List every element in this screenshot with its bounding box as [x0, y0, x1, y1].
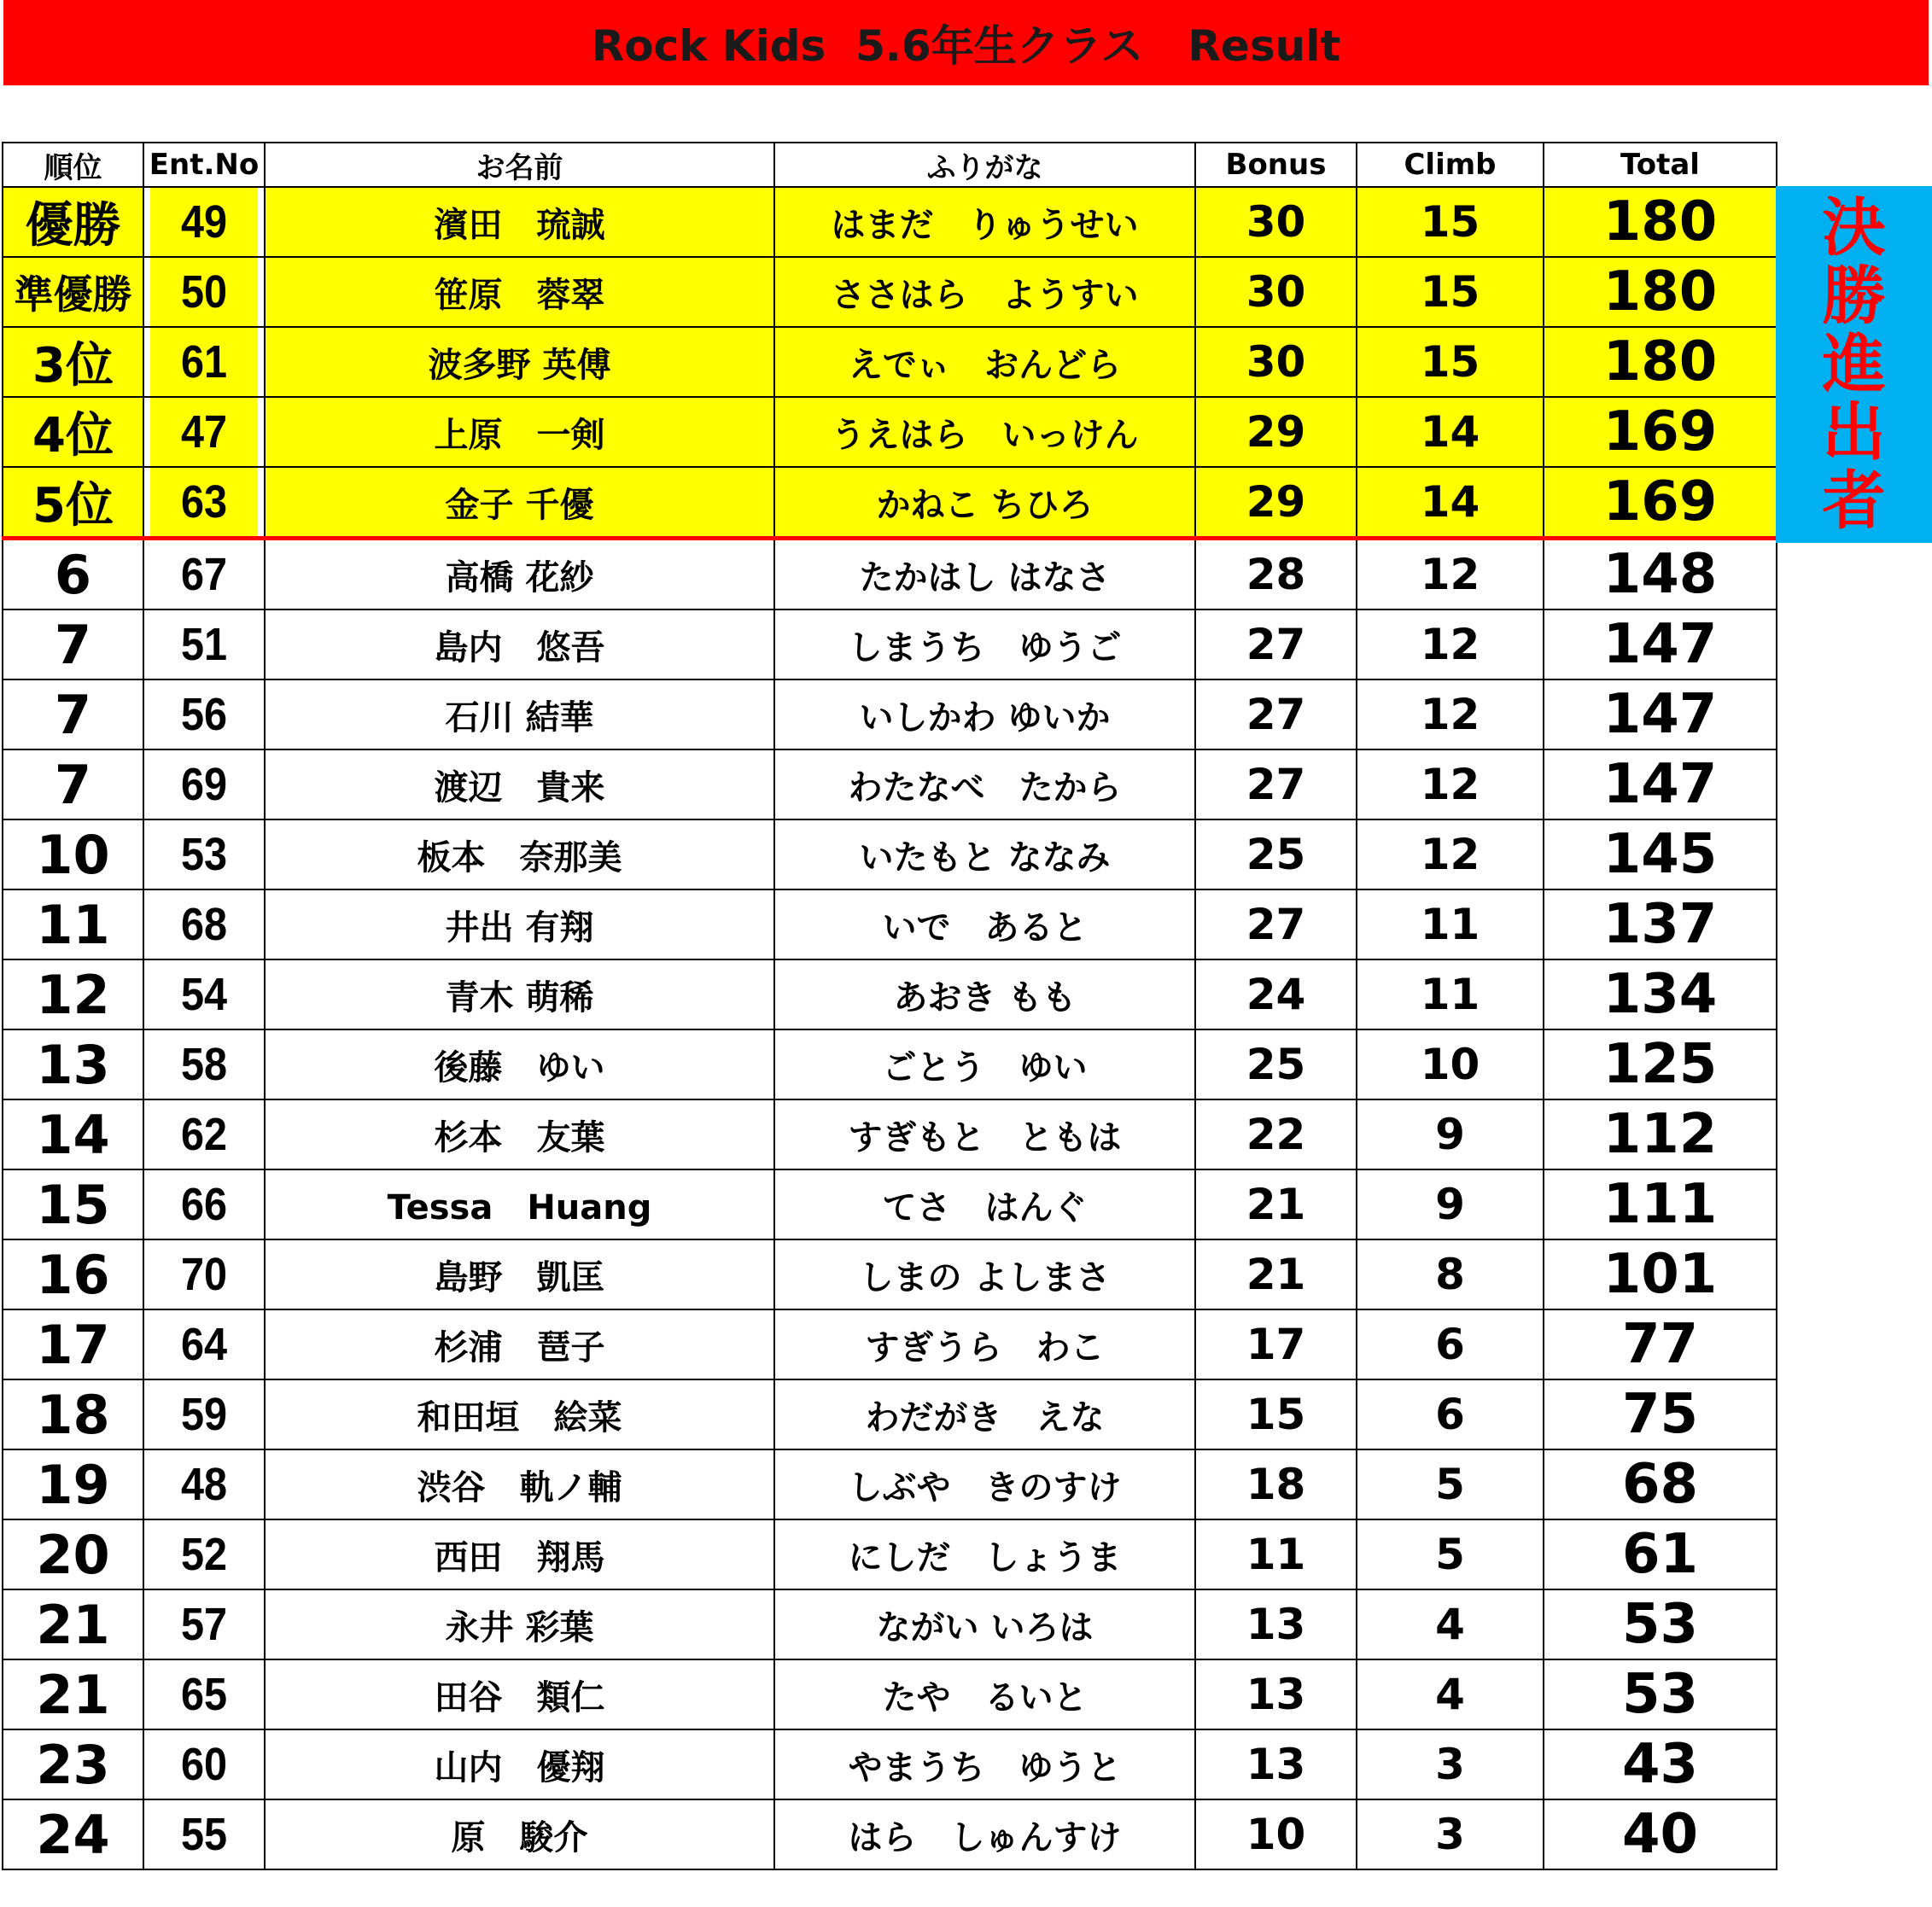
cell-rank: 20 — [3, 1519, 143, 1589]
cell-rank: 14 — [3, 1099, 143, 1169]
cell-bonus: 27 — [1195, 609, 1357, 679]
cell-entno: 64 — [149, 1309, 259, 1379]
cell-name: 島内 悠吾 — [265, 609, 774, 679]
cell-bonus: 21 — [1195, 1169, 1357, 1239]
cell-total: 61 — [1544, 1519, 1777, 1589]
table-row — [3, 327, 1777, 397]
cell-bonus: 17 — [1195, 1309, 1357, 1379]
cell-bonus: 25 — [1195, 1029, 1357, 1099]
cell-rank: 7 — [3, 679, 143, 749]
cell-kana: いたもと ななみ — [774, 819, 1195, 889]
cell-kana: かねこ ちひろ — [774, 467, 1195, 539]
table-row — [3, 1589, 1777, 1659]
cell-bonus: 29 — [1195, 397, 1357, 467]
cell-bonus: 29 — [1195, 467, 1357, 539]
cell-climb: 8 — [1357, 1239, 1544, 1309]
table-row — [3, 1169, 1777, 1239]
cell-climb: 11 — [1357, 959, 1544, 1029]
header-rank: 順位 — [3, 143, 143, 187]
cell-entno: 55 — [149, 1799, 259, 1869]
cell-rank: 18 — [3, 1379, 143, 1449]
cell-bonus: 21 — [1195, 1239, 1357, 1309]
cell-climb: 6 — [1357, 1379, 1544, 1449]
cell-name: 渋谷 軌ノ輔 — [265, 1449, 774, 1519]
cell-kana: しぶや きのすけ — [774, 1449, 1195, 1519]
cell-name: 石川 結華 — [265, 679, 774, 749]
cell-bonus: 11 — [1195, 1519, 1357, 1589]
cell-total: 75 — [1544, 1379, 1777, 1449]
cell-kana: しまうち ゆうご — [774, 609, 1195, 679]
cell-rank: 10 — [3, 819, 143, 889]
cell-climb: 15 — [1357, 187, 1544, 257]
results-table — [2, 142, 1777, 1870]
cell-rank: 23 — [3, 1729, 143, 1799]
page-title: Rock Kids 5.6年生クラス Result — [3, 0, 1929, 85]
cell-kana: いしかわ ゆいか — [774, 679, 1195, 749]
cell-total: 145 — [1544, 819, 1777, 889]
cell-total: 180 — [1544, 257, 1777, 327]
cell-kana: わだがき えな — [774, 1379, 1195, 1449]
cell-total: 53 — [1544, 1659, 1777, 1729]
cell-rank: 16 — [3, 1239, 143, 1309]
table-row — [3, 749, 1777, 819]
table-row — [3, 397, 1777, 467]
cell-bonus: 27 — [1195, 889, 1357, 959]
header-bonus: Bonus — [1195, 143, 1357, 187]
table-row — [3, 539, 1777, 610]
cell-kana: はまだ りゅうせい — [774, 187, 1195, 257]
cell-bonus: 13 — [1195, 1659, 1357, 1729]
cell-rank: 準優勝 — [3, 257, 143, 327]
cell-climb: 10 — [1357, 1029, 1544, 1099]
cell-entno: 52 — [149, 1519, 259, 1589]
table-row — [3, 1029, 1777, 1099]
cell-name: 西田 翔馬 — [265, 1519, 774, 1589]
cell-name: 波多野 英傅 — [265, 327, 774, 397]
cell-name: 板本 奈那美 — [265, 819, 774, 889]
cell-entno: 68 — [149, 889, 259, 959]
finalist-label-char: 出 — [1822, 396, 1886, 469]
cell-total: 112 — [1544, 1099, 1777, 1169]
cell-climb: 9 — [1357, 1169, 1544, 1239]
cell-total: 147 — [1544, 609, 1777, 679]
cell-entno: 66 — [149, 1169, 259, 1239]
cell-entno: 58 — [149, 1029, 259, 1099]
cell-climb: 3 — [1357, 1729, 1544, 1799]
cell-climb: 15 — [1357, 257, 1544, 327]
cell-kana: ながい いろは — [774, 1589, 1195, 1659]
cell-climb: 4 — [1357, 1659, 1544, 1729]
finalist-label — [1776, 186, 1932, 543]
cell-kana: ささはら ようすい — [774, 257, 1195, 327]
cell-climb: 15 — [1357, 327, 1544, 397]
cell-kana: うえはら いっけん — [774, 397, 1195, 467]
cell-name: 杉浦 琶子 — [265, 1309, 774, 1379]
table-row — [3, 467, 1777, 539]
cell-name: 金子 千優 — [265, 467, 774, 539]
table-row — [3, 1659, 1777, 1729]
table-row — [3, 187, 1777, 257]
table-row — [3, 889, 1777, 959]
header-climb: Climb — [1357, 143, 1544, 187]
results-body — [3, 187, 1777, 1869]
cell-climb: 6 — [1357, 1309, 1544, 1379]
cell-rank: 7 — [3, 609, 143, 679]
cell-bonus: 30 — [1195, 327, 1357, 397]
cell-bonus: 15 — [1195, 1379, 1357, 1449]
cell-rank: 15 — [3, 1169, 143, 1239]
cell-kana: えでぃ おんどら — [774, 327, 1195, 397]
cell-total: 180 — [1544, 327, 1777, 397]
header-kana: ふりがな — [774, 143, 1195, 187]
cell-rank: 19 — [3, 1449, 143, 1519]
cell-rank: 5位 — [3, 467, 143, 539]
finalist-label-char: 勝 — [1822, 260, 1886, 333]
cell-name: 永井 彩葉 — [265, 1589, 774, 1659]
cell-kana: すぎうら わこ — [774, 1309, 1195, 1379]
cell-entno: 50 — [149, 257, 259, 327]
table-row — [3, 1239, 1777, 1309]
cell-bonus: 18 — [1195, 1449, 1357, 1519]
cell-kana: てさ はんぐ — [774, 1169, 1195, 1239]
cell-climb: 12 — [1357, 609, 1544, 679]
cell-bonus: 10 — [1195, 1799, 1357, 1869]
cell-total: 180 — [1544, 187, 1777, 257]
cell-total: 134 — [1544, 959, 1777, 1029]
cell-total: 148 — [1544, 539, 1777, 610]
cell-entno: 70 — [149, 1239, 259, 1309]
cell-climb: 11 — [1357, 889, 1544, 959]
cell-entno: 49 — [149, 187, 259, 257]
cell-kana: はら しゅんすけ — [774, 1799, 1195, 1869]
table-row — [3, 1309, 1777, 1379]
cell-rank: 優勝 — [3, 187, 143, 257]
cell-climb: 3 — [1357, 1799, 1544, 1869]
cell-rank: 6 — [3, 539, 143, 610]
cell-bonus: 27 — [1195, 749, 1357, 819]
cell-total: 111 — [1544, 1169, 1777, 1239]
cell-kana: ごとう ゆい — [774, 1029, 1195, 1099]
cell-kana: すぎもと ともは — [774, 1099, 1195, 1169]
cell-name: 濱田 琉誠 — [265, 187, 774, 257]
cell-climb: 4 — [1357, 1589, 1544, 1659]
cell-kana: やまうち ゆうと — [774, 1729, 1195, 1799]
cell-rank: 21 — [3, 1589, 143, 1659]
header-name: お名前 — [265, 143, 774, 187]
cell-bonus: 25 — [1195, 819, 1357, 889]
cell-kana: いで あると — [774, 889, 1195, 959]
cell-total: 68 — [1544, 1449, 1777, 1519]
cell-name: 山内 優翔 — [265, 1729, 774, 1799]
cell-name: Tessa Huang — [265, 1169, 774, 1239]
cell-entno: 59 — [149, 1379, 259, 1449]
cell-climb: 9 — [1357, 1099, 1544, 1169]
table-row — [3, 1449, 1777, 1519]
finalist-label-char: 者 — [1822, 464, 1886, 538]
cell-entno: 60 — [149, 1729, 259, 1799]
cell-entno: 65 — [149, 1659, 259, 1729]
cell-total: 40 — [1544, 1799, 1777, 1869]
cell-total: 77 — [1544, 1309, 1777, 1379]
cell-rank: 24 — [3, 1799, 143, 1869]
table-row — [3, 1099, 1777, 1169]
header-total: Total — [1544, 143, 1777, 187]
cell-name: 高橋 花紗 — [265, 539, 774, 610]
cell-name: 島野 凱匡 — [265, 1239, 774, 1309]
cell-climb: 14 — [1357, 467, 1544, 539]
table-row — [3, 1379, 1777, 1449]
cell-climb: 12 — [1357, 749, 1544, 819]
finalist-label-char: 進 — [1822, 328, 1886, 401]
cell-entno: 53 — [149, 819, 259, 889]
table-row — [3, 819, 1777, 889]
cell-kana: しまの よしまさ — [774, 1239, 1195, 1309]
cell-total: 125 — [1544, 1029, 1777, 1099]
cell-name: 原 駿介 — [265, 1799, 774, 1869]
table-row — [3, 1799, 1777, 1869]
cell-bonus: 30 — [1195, 257, 1357, 327]
cell-bonus: 30 — [1195, 187, 1357, 257]
cell-rank: 17 — [3, 1309, 143, 1379]
cell-name: 渡辺 貴来 — [265, 749, 774, 819]
header-entno: Ent.No — [143, 143, 265, 187]
cell-rank: 21 — [3, 1659, 143, 1729]
cell-climb: 12 — [1357, 539, 1544, 610]
cell-name: 田谷 類仁 — [265, 1659, 774, 1729]
cell-kana: にしだ しょうま — [774, 1519, 1195, 1589]
cell-kana: わたなべ たから — [774, 749, 1195, 819]
cell-climb: 14 — [1357, 397, 1544, 467]
cell-total: 147 — [1544, 679, 1777, 749]
cell-entno: 47 — [149, 397, 259, 467]
cell-bonus: 27 — [1195, 679, 1357, 749]
cell-bonus: 24 — [1195, 959, 1357, 1029]
cell-climb: 5 — [1357, 1519, 1544, 1589]
cell-name: 和田垣 絵菜 — [265, 1379, 774, 1449]
cell-bonus: 22 — [1195, 1099, 1357, 1169]
cell-bonus: 13 — [1195, 1729, 1357, 1799]
cell-rank: 12 — [3, 959, 143, 1029]
cell-total: 101 — [1544, 1239, 1777, 1309]
cell-rank: 4位 — [3, 397, 143, 467]
header-row — [3, 143, 1777, 187]
cell-entno: 48 — [149, 1449, 259, 1519]
cell-climb: 5 — [1357, 1449, 1544, 1519]
cell-entno: 63 — [149, 467, 259, 539]
cell-rank: 11 — [3, 889, 143, 959]
cell-name: 杉本 友葉 — [265, 1099, 774, 1169]
cell-rank: 3位 — [3, 327, 143, 397]
cell-entno: 62 — [149, 1099, 259, 1169]
cell-entno: 57 — [149, 1589, 259, 1659]
table-row — [3, 257, 1777, 327]
cell-bonus: 28 — [1195, 539, 1357, 610]
cell-bonus: 13 — [1195, 1589, 1357, 1659]
cell-entno: 54 — [149, 959, 259, 1029]
cell-rank: 7 — [3, 749, 143, 819]
cell-rank: 13 — [3, 1029, 143, 1099]
finalist-label-char: 決 — [1822, 191, 1886, 265]
cell-name: 井出 有翔 — [265, 889, 774, 959]
cell-entno: 69 — [149, 749, 259, 819]
cell-kana: たかはし はなさ — [774, 539, 1195, 610]
table-row — [3, 679, 1777, 749]
table-row — [3, 609, 1777, 679]
cell-kana: たや るいと — [774, 1659, 1195, 1729]
cell-total: 137 — [1544, 889, 1777, 959]
cell-climb: 12 — [1357, 679, 1544, 749]
cell-entno: 61 — [149, 327, 259, 397]
cell-name: 青木 萌稀 — [265, 959, 774, 1029]
cell-total: 169 — [1544, 397, 1777, 467]
cell-total: 169 — [1544, 467, 1777, 539]
cell-entno: 67 — [149, 539, 259, 610]
cell-entno: 56 — [149, 679, 259, 749]
cell-name: 後藤 ゆい — [265, 1029, 774, 1099]
cell-climb: 12 — [1357, 819, 1544, 889]
table-row — [3, 1519, 1777, 1589]
cell-name: 上原 一剣 — [265, 397, 774, 467]
cell-total: 147 — [1544, 749, 1777, 819]
cell-total: 43 — [1544, 1729, 1777, 1799]
table-row — [3, 1729, 1777, 1799]
cell-entno: 51 — [149, 609, 259, 679]
table-row — [3, 959, 1777, 1029]
cell-kana: あおき もも — [774, 959, 1195, 1029]
cell-name: 笹原 蓉翠 — [265, 257, 774, 327]
cell-total: 53 — [1544, 1589, 1777, 1659]
